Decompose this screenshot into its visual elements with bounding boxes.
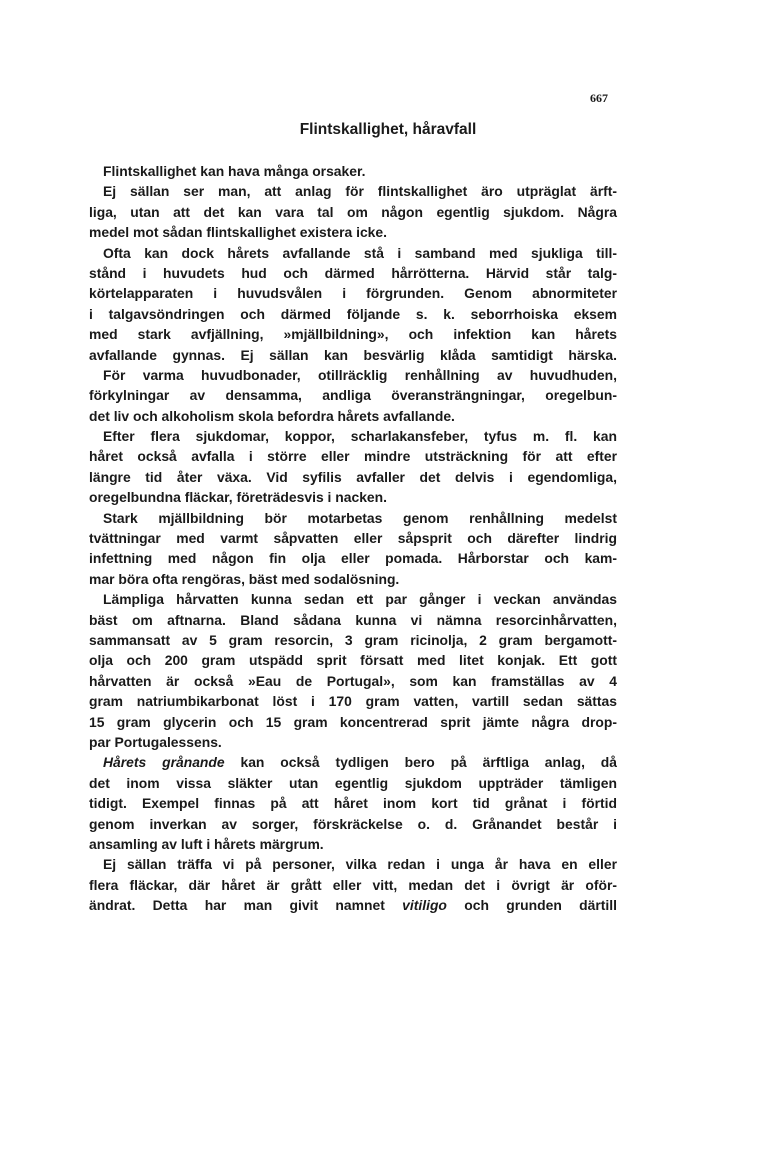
text-line: olja och 200 gram utspädd sprit försatt med litet konjak. Ett gott (89, 652, 617, 669)
text-line: Stark mjällbildning bör motarbetas genom renhållning medelst (103, 509, 617, 526)
text-line: 15 gram glycerin och 15 gram koncentrerad sprit jämte några drop- (89, 713, 617, 730)
text-line: genom inverkan av sorger, förskräckelse o. d. Grånandet består i (89, 815, 617, 832)
text-line: Efter flera sjukdomar, koppor, scharlakansfeber, tyfus m. fl. kan (103, 428, 617, 445)
text-line: tidigt. Exempel finnas på att håret inom kort tid grånat i förtid (89, 795, 617, 812)
text-line: håret också avfalla i större eller mindre utsträckning för att efter (89, 448, 617, 465)
text-segment: ändrat. Detta har man givit namnet (89, 897, 403, 914)
text-line: tvättningar med varmt såpvatten eller såpsprit och därefter lindrig (89, 530, 617, 547)
text-line: För varma huvudbonader, otillräcklig renhållning av huvudhuden, (103, 366, 617, 383)
text-line: Flintskallighet kan hava många orsaker. (103, 163, 366, 179)
text-line: med stark avfjällning, »mjällbildning», och infektion kan hårets (89, 326, 617, 343)
text-line: flera fläckar, där håret är grått eller vitt, medan det i övrigt är oför- (89, 876, 617, 893)
text-line: förkylningar av densamma, andliga överansträngningar, oregelbun- (89, 387, 617, 404)
text-line: avfallande gynnas. Ej sällan kan besvärlig klåda samtidigt härska. (89, 346, 617, 363)
text-line: det inom vissa släkter utan egentlig sjukdom uppträder tämligen (89, 774, 617, 791)
text-line (89, 752, 617, 772)
text-line: det liv och alkoholism skola befordra hårets avfallande. (89, 407, 455, 424)
text-line: liga, utan att det kan vara tal om någon egentlig sjukdom. Några (89, 203, 617, 220)
text-line (89, 895, 617, 915)
text-line: stånd i huvudets hud och därmed hårrötterna. Härvid står talg- (89, 264, 617, 281)
text-segment: och grunden därtill (446, 897, 617, 914)
text-line: Ej sällan träffa vi på personer, vilka redan i unga år hava en eller (103, 856, 617, 873)
text-line: ansamling av luft i hårets märgrum. (89, 835, 324, 852)
text-line: infettning med någon fin olja eller pomada. Hårborstar och kam- (89, 550, 617, 567)
text-line: medel mot sådan flintskallighet existera icke. (89, 224, 387, 241)
text-line: i talgavsöndringen och därmed följande s. k. seborrhoiska eksem (89, 305, 617, 322)
italic-term: Hårets grånande (103, 754, 225, 771)
text-segment: kan också tydligen bero på ärftliga anlag, då (224, 754, 618, 771)
italic-term: vitiligo (402, 897, 447, 914)
page-title: Flintskallighet, håravfall (299, 121, 477, 138)
text-line: par Portugalessens. (89, 733, 222, 750)
text-line: mar böra ofta rengöras, bäst med sodalösning. (89, 570, 400, 587)
text-line: Ej sällan ser man, att anlag för flintskallighet äro utpräglat ärft- (103, 183, 617, 200)
text-line: sammansatt av 5 gram resorcin, 3 gram ricinolja, 2 gram bergamott- (89, 631, 617, 648)
text-line: Lämpliga hårvatten kunna sedan ett par gånger i veckan användas (103, 591, 617, 608)
text-line: bäst om aftnarna. Bland sådana kunna vi nämna resorcinhårvatten, (89, 611, 617, 628)
text-line: gram natriumbikarbonat löst i 170 gram vatten, vartill sedan sättas (89, 693, 617, 710)
text-line: längre tid åter växa. Vid syfilis avfaller det delvis i egendomliga, (89, 468, 617, 485)
text-line: körtelapparaten i huvudsvålen i förgrunden. Genom abnormiteter (89, 285, 617, 302)
body-text (89, 161, 617, 915)
page-number: 667 (590, 91, 608, 105)
text-line: hårvatten är också »Eau de Portugal», som kan framställas av 4 (89, 672, 617, 689)
text-line: Ofta kan dock hårets avfallande stå i samband med sjukliga till- (103, 244, 617, 261)
text-line: oregelbundna fläckar, företrädesvis i nacken. (89, 489, 387, 506)
